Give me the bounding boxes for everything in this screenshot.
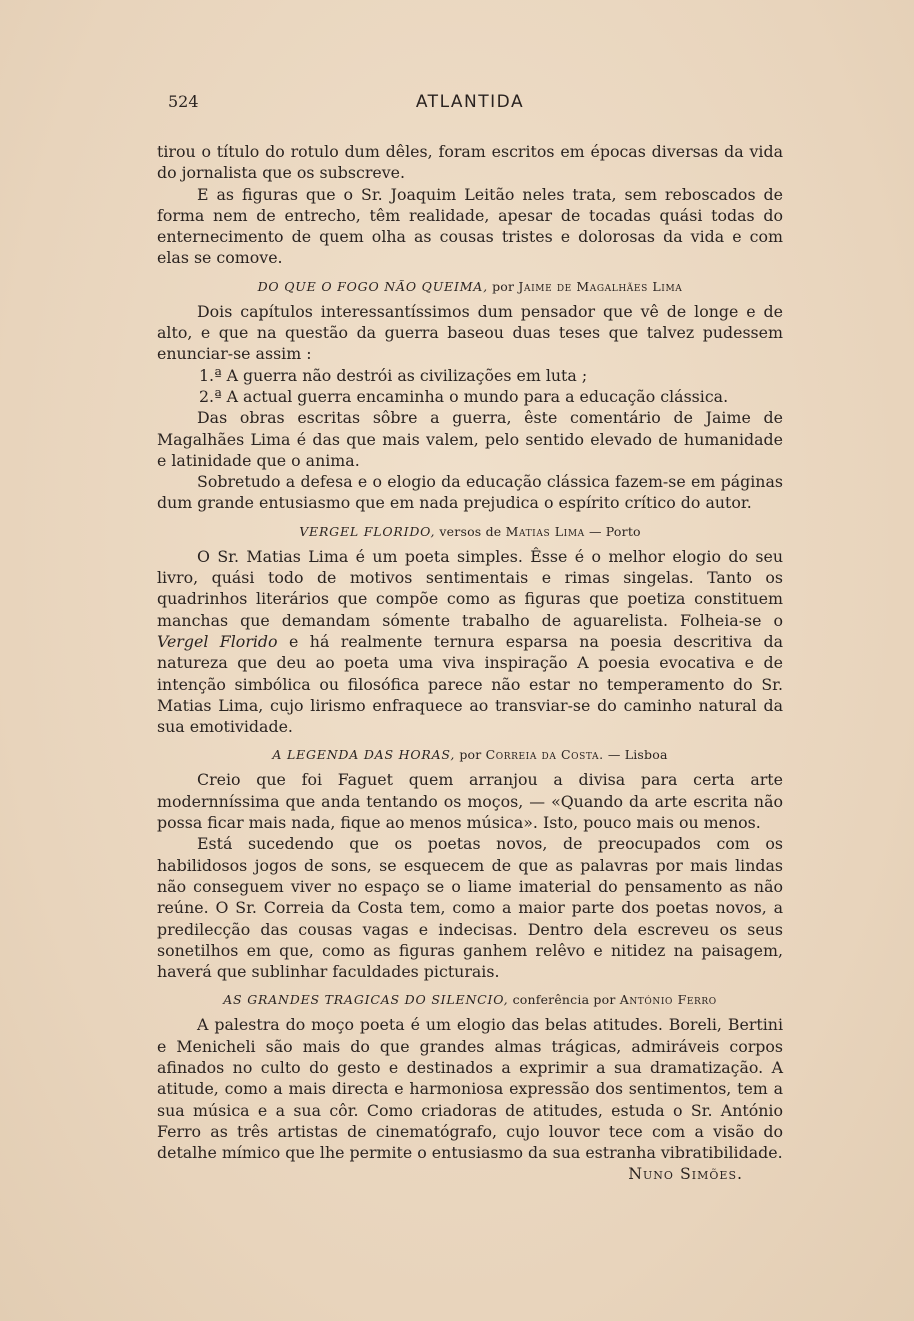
page-header [160, 90, 780, 116]
review-paragraph: A palestra do moço poeta é um elogio das belas atitudes. Boreli, Bertini e Menicheli são mais do que grandes almas trágicas, admiráveis corpos afinados no culto do gesto e destinados a exprimir a sua dramatização. A atitude, como a mais directa e harmoniosa expressão dos sentimentos, tem a sua música e a sua côr. Como criadoras de atitudes, estuda o Sr. António Ferro as três artistas de cinematógrafo, cujo louvor tece com a visão do detalhe mímico que lhe permite o entusiasmo da sua estranha vibratibilidade. [157, 1015, 783, 1163]
list-item: 2.ª A actual guerra encaminha o mundo para a educação clássica. [199, 386, 729, 406]
review-place: — Lisboa [603, 747, 668, 763]
review-by: por [459, 747, 482, 763]
review-paragraph: Creio que foi Faguet quem arranjou a divisa para certa arte modernníssima que anda tentando os moços, — «Quando da arte escrita não possa ficar mais nada, fique ao menos música». Isto, pouco mais ou menos. [157, 770, 783, 833]
review-text: O Sr. Matias Lima é um poeta simples. Êsse é o melhor elogio do seu livro, quási todo de motivos sentimentais e rimas singelas. Tanto os quadrinhos literários que compõe como as figuras que poetiza constituem manchas que demandam sómente trabalho de aguarelista. Folheia-se o [157, 546, 783, 630]
review-title: AS GRANDES TRAGICAS DO SILENCIO, [223, 992, 509, 1008]
review-title: A LEGENDA DAS HORAS, [272, 747, 456, 763]
intro-paragraph: tirou o título do rotulo dum dêles, foram escritos em épocas diversas da vida do jornalista que os subscreve. [157, 142, 783, 183]
review-by: por [492, 278, 515, 294]
page-number: 524 [168, 92, 199, 111]
review-paragraph: Das obras escritas sôbre a guerra, êste comentário de Jaime de Magalhães Lima é das que mais valem, pelo sentido elevado de humanidade e latinidade que o anima. [157, 408, 783, 470]
review-heading [157, 277, 783, 297]
book-title: Vergel Florido [157, 631, 278, 651]
review-paragraph: Sobretudo a defesa e o elogio da educação clássica fazem-se em páginas dum grande entusiasmo que em nada prejudica o espírito crítico do autor. [157, 472, 783, 513]
review-title: VERGEL FLORIDO, [299, 523, 436, 539]
review-heading [157, 745, 783, 765]
intro-paragraph: E as figuras que o Sr. Joaquim Leitão neles trata, sem reboscados de forma nem de entrecho, têm realidade, apesar de tocadas quási todas do enternecimento de quem olha as cousas tristes e dolorosas da vida e com elas se comove. [157, 184, 783, 268]
review-text: e há realmente ternura esparsa na poesia descritiva da natureza que deu ao poeta uma viva inspiração A poesia evocativa e de intenção simbólica ou filosófica parece não estar no temperamento do Sr. Matias Lima, cujo lirismo enfraquece ao transviar-se do caminho natural da sua emotividade. [157, 631, 783, 737]
review-heading [157, 990, 783, 1010]
review-author: Matias Lima [505, 523, 585, 539]
review-paragraph [157, 546, 783, 738]
signature: Nuno Simões. [628, 1164, 743, 1184]
review-by: versos de [439, 523, 502, 539]
review-author: Correia da Costa. [485, 747, 604, 763]
review-title: DO QUE O FOGO NÃO QUEIMA, [257, 278, 488, 294]
running-title: ATLANTIDA [415, 92, 525, 112]
review-author: Jaime de Magalhães Lima [518, 278, 683, 294]
review-heading [157, 522, 783, 542]
review-author: António Ferro [619, 992, 717, 1008]
list-item: 1.ª A guerra não destrói as civilizações em luta ; [199, 365, 588, 385]
review-by: conferência por [512, 992, 616, 1008]
page-body [157, 141, 783, 1185]
review-paragraph: Está sucedendo que os poetas novos, de preocupados com os habilidosos jogos de sons, se esquecem de que as palavras por mais lindas não conseguem viver no espaço se o liame imaterial do pensamento as não reúne. O Sr. Correia da Costa tem, como a maior parte dos poetas novos, a predilecção das cousas vagas e indecisas. Dentro dela escreveu os seus sonetilhos em que, como as figuras ganhem relêvo e nitidez na paisagem, haverá que sublinhar faculdades picturais. [157, 834, 783, 982]
review-place: — Porto [584, 523, 641, 539]
review-paragraph: Dois capítulos interessantíssimos dum pensador que vê de longe e de alto, e que na questão da guerra baseou duas teses que talvez pudessem enunciar-se assim : [157, 301, 783, 364]
